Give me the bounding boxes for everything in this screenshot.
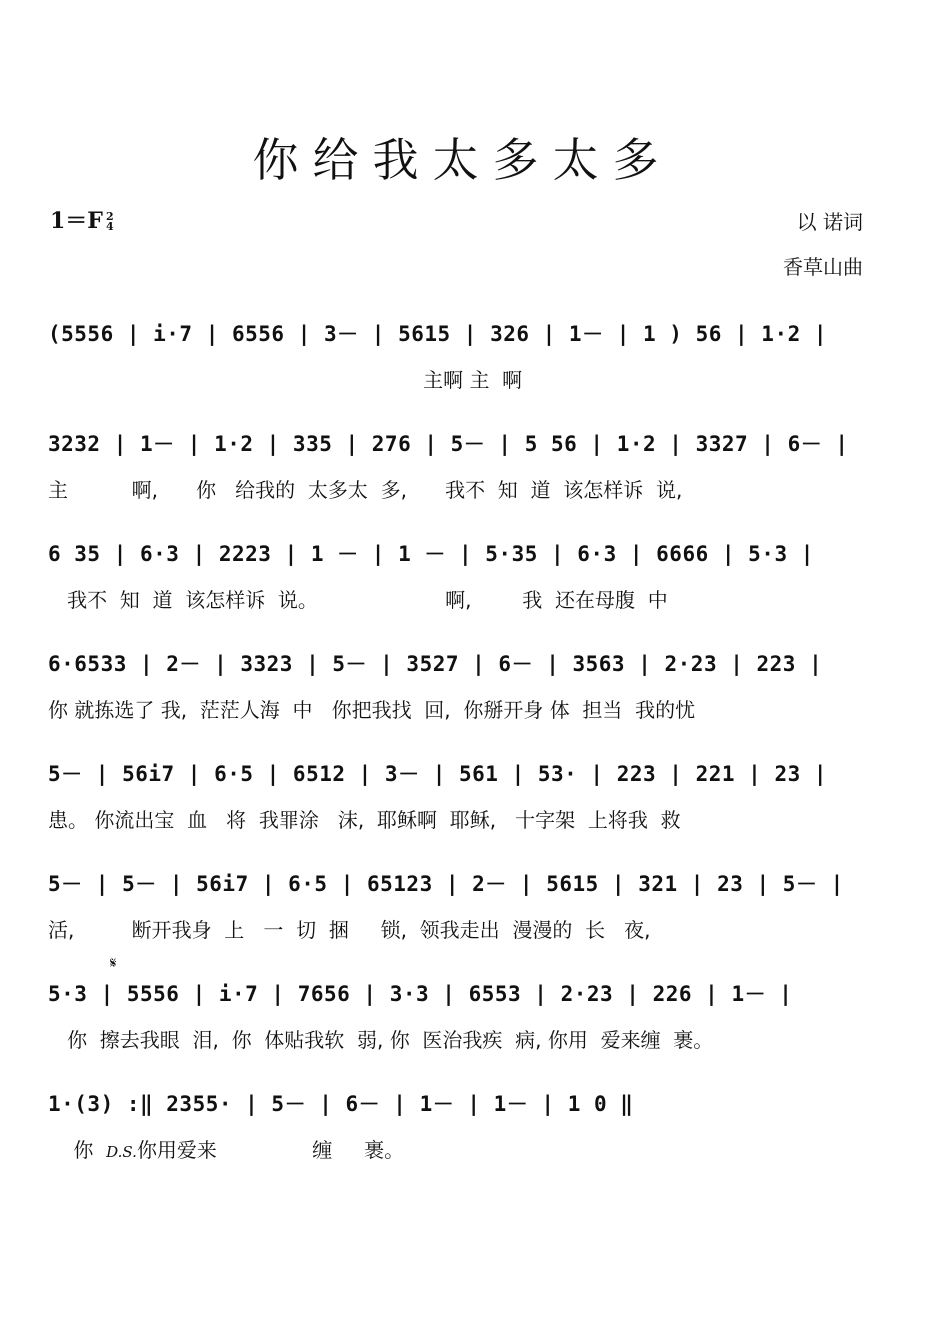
dal-segno-mark: D.S. [106,1143,137,1161]
notation-line: (5556 | i·7 | 6556 | 3－ | 5615 | 326 | 1－ | 1 ) 56 | 1·2 | [48,322,828,346]
lyric-line: 你 就拣选了 我, 茫茫人海 中 你把我找 回, 你掰开身 体 担当 我的忧 [48,698,696,722]
notation-line: 1·(3) :‖ 2355· | 5－ | 6－ | 1－ | 1－ | 1 0 ‖ [48,1092,634,1116]
score-system-3 [48,538,878,648]
song-title: 你给我太多太多 [252,133,673,187]
key-signature [50,204,114,235]
time-signature: 2 4 [105,210,114,233]
lyric-line [48,1134,404,1163]
lyric-word: 你 [48,1138,107,1162]
notation-line: 5·3 | 5556 | i·7 | 7656 | 3·3 | 6553 | 2·23 | 226 | 1－ | [48,982,793,1006]
score-system-2 [48,428,878,538]
lyric-word: 缠 裹。 [216,1138,405,1162]
notation-line: 3232 | 1－ | 1·2 | 335 | 276 | 5－ | 5 56 | 1·2 | 3327 | 6－ | [48,432,849,456]
lyric-line: 活, 断开我身 上 一 切 捆 锁, 领我走出 漫漫的 长 夜, [48,918,651,942]
ds-lyric: 你用爱来 [136,1138,217,1162]
score-system-5 [48,758,878,868]
notation-line: 6·6533 | 2－ | 3323 | 5－ | 3527 | 6－ | 3563 | 2·23 | 223 | [48,652,823,676]
notation-line: 6 35 | 6·3 | 2223 | 1 － | 1 － | 5·35 | 6·3 | 6666 | 5·3 | [48,542,814,566]
segno-icon: 𝄋 [110,954,117,972]
score-system-1 [48,318,878,428]
composer-credit: 香草山曲 [783,255,863,279]
lyric-line: 主啊 主 啊 [48,368,523,392]
lyric-line: 我不 知 道 该怎样诉 说。 啊, 我 还在母腹 中 [48,588,668,612]
score-system-7 [48,954,878,1088]
lyric-line: 患。 你流出宝 血 将 我罪涂 沫, 耶稣啊 耶稣, 十字架 上将我 救 [48,808,681,832]
notation-line: 5－ | 5－ | 56i7 | 6·5 | 65123 | 2－ | 5615 | 321 | 23 | 5－ | [48,872,844,896]
score-system-6 [48,868,878,978]
score-system-4 [48,648,878,758]
lyricist-credit: 以 诺词 [796,210,863,234]
score-system-8 [48,1088,878,1198]
lyric-line: 你 擦去我眼 泪, 你 体贴我软 弱, 你 医治我疾 病, 你用 爱来缠 裹。 [48,1028,714,1052]
key-label: 1＝F [50,208,103,234]
lyric-line: 主 啊, 你 给我的 太多太 多, 我不 知 道 该怎样诉 说, [48,478,683,502]
notation-line: 5－ | 56i7 | 6·5 | 6512 | 3－ | 561 | 53· | 223 | 221 | 23 | [48,762,828,786]
